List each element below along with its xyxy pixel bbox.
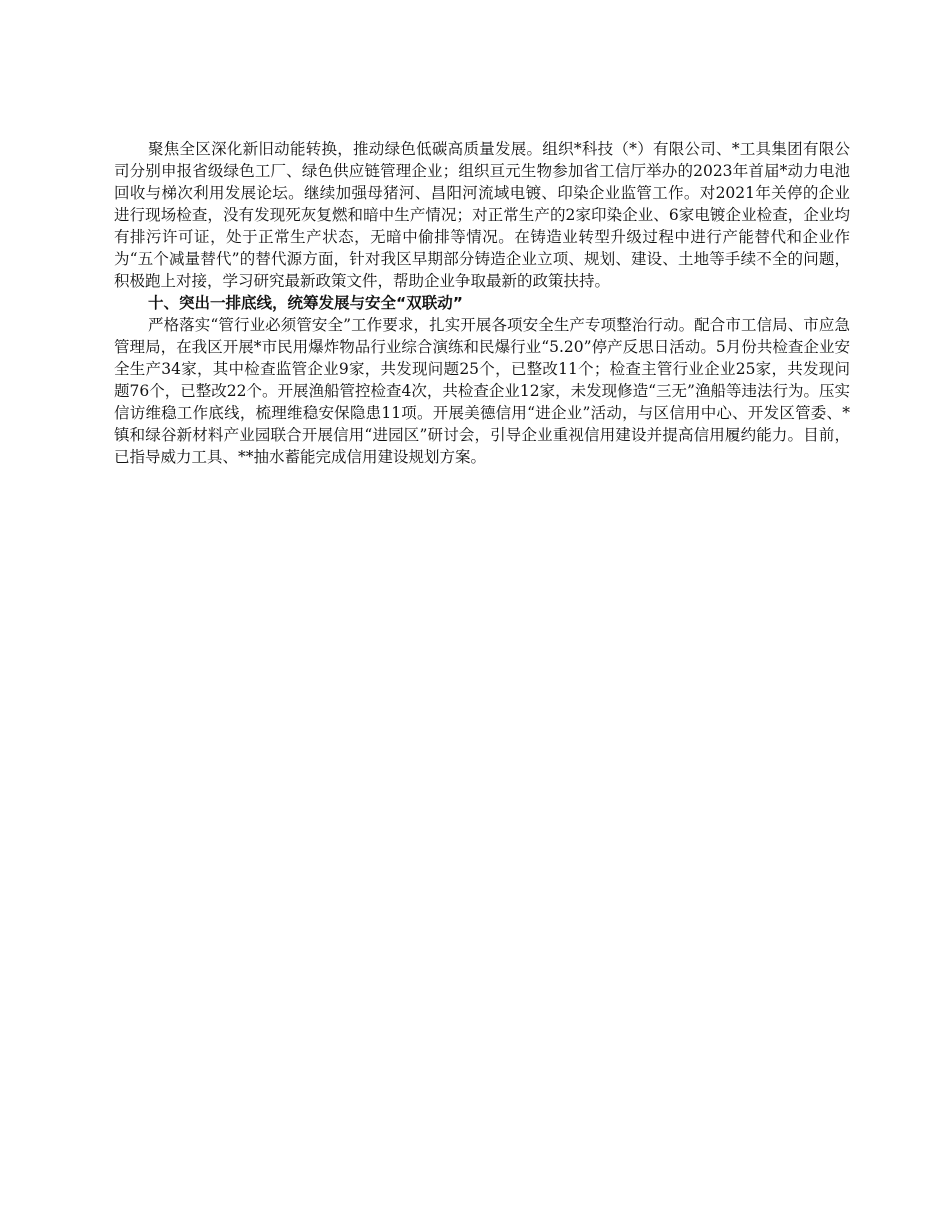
paragraph-green-development: 聚焦全区深化新旧动能转换，推动绿色低碳高质量发展。组织*科技（*）有限公司、*工具集团有限公司分别申报省级绿色工厂、绿色供应链管理企业；组织亘元生物参加省工信厅举办的2023年首届*动力电池回收与梯次利用发展论坛。继续加强母猪河、昌阳河流域电镀、印染企业监管工作。对2021年关停的企业进行现场检查，没有发现死灰复燃和暗中生产情况；对正常生产的2家印染企业、6家电镀企业检查，企业均有排污许可证，处于正常生产状态，无暗中偷排等情况。在铸造业转型升级过程中进行产能替代和企业作为“五个减量替代”的替代源方面，针对我区早期部分铸造企业立项、规划、建设、土地等手续不全的问题，积极跑上对接，学习研究最新政策文件，帮助企业争取最新的政策扶持。 [114, 140, 850, 290]
section-heading-10: 十、突出一排底线，统筹发展与安全“双联动” [148, 294, 463, 312]
document-body [114, 138, 850, 468]
paragraph-safety: 严格落实“管行业必须管安全”工作要求，扎实开展各项安全生产专项整治行动。配合市工信局、市应急管理局，在我区开展*市民用爆炸物品行业综合演练和民爆行业“5.20”停产反思日活动。5月份共检查企业安全生产34家，其中检查监管企业9家，共发现问题25个，已整改11个；检查主管行业企业25家，共发现问题76个，已整改22个。开展渔船管控检查4次，共检查企业12家，未发现修造“三无”渔船等违法行为。压实信访维稳工作底线，梳理维稳安保隐患11项。开展美德信用“进企业”活动，与区信用中心、开发区管委、*镇和绿谷新材料产业园联合开展信用“进园区”研讨会，引导企业重视信用建设并提高信用履约能力。目前，已指导威力工具、**抽水蓄能完成信用建设规划方案。 [114, 316, 850, 466]
